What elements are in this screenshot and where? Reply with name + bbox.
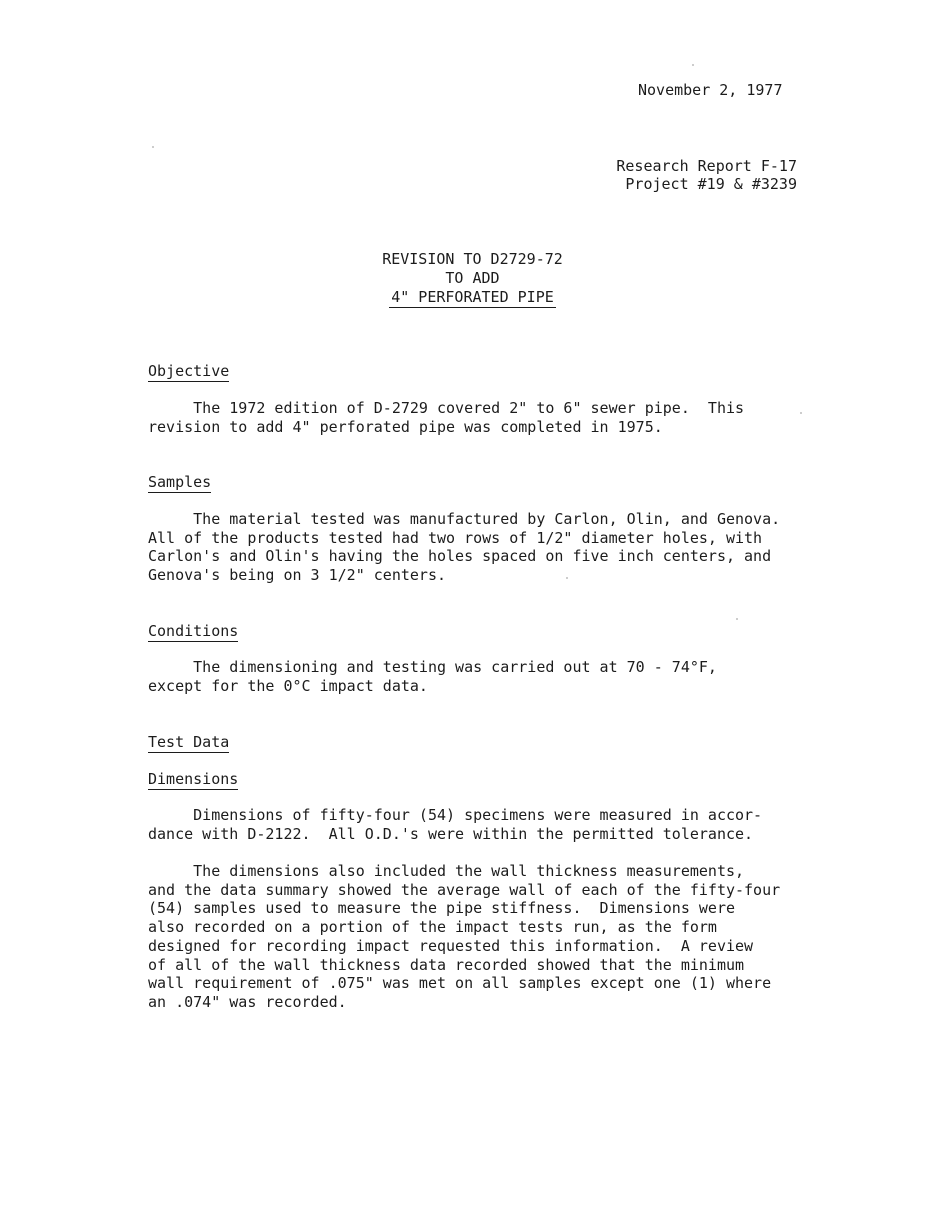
document-title [330,250,615,307]
conditions-heading [148,622,238,640]
objective-heading [148,362,229,380]
scan-speck [800,412,802,414]
test-data-heading [148,733,229,751]
samples-heading-text: Samples [148,473,212,491]
title-line-3-text: 4" PERFORATED PIPE [391,288,554,306]
objective-heading-text: Objective [148,362,230,380]
dimensions-heading-text: Dimensions [148,770,239,788]
objective-body: The 1972 edition of D-2729 covered 2" to 6" sewer pipe. This revision to add 4" perforated pipe was completed in 1975. [148,399,745,436]
document-date: November 2, 1977 [638,81,783,99]
scan-speck [566,577,568,579]
scan-speck [736,618,738,620]
conditions-body: The dimensioning and testing was carried out at 70 - 74°F, except for the 0°C impact data. [148,658,717,695]
dimensions-body-2: The dimensions also included the wall thickness measurements, and the data summary showed the average wall of each of the fifty-four (54) samples used to measure the pipe stiffness. Dimensions were also recorded on a portion of the impact tests run, as the form designed for recording impact requested this information. A review of all of the wall thickness data recorded showed that the minimum wall requirement of .075" was met on all samples except one (1) where an .074" was recorded. [148,862,781,1011]
scan-speck [692,64,694,66]
samples-heading [148,473,211,491]
dimensions-heading [148,770,238,788]
test-data-heading-text: Test Data [148,733,230,751]
title-line-1: REVISION TO D2729-72 [382,250,563,268]
scan-speck [152,146,154,148]
conditions-heading-text: Conditions [148,622,239,640]
title-line-2: TO ADD [445,269,500,287]
samples-body: The material tested was manufactured by Carlon, Olin, and Genova. All of the products tested had two rows of 1/2" diameter holes, with Carlon's and Olin's having the holes spaced on five inch centers, and Genova's being on 3 1/2" centers. [148,510,781,585]
dimensions-body-1: Dimensions of fifty-four (54) specimens were measured in accor- dance with D-2122. All O.D.'s were within the permitted tolerance. [148,806,763,843]
project-number: Project #19 & #3239 [625,175,797,193]
report-number: Research Report F-17 [616,157,797,175]
title-line-3 [330,288,615,307]
